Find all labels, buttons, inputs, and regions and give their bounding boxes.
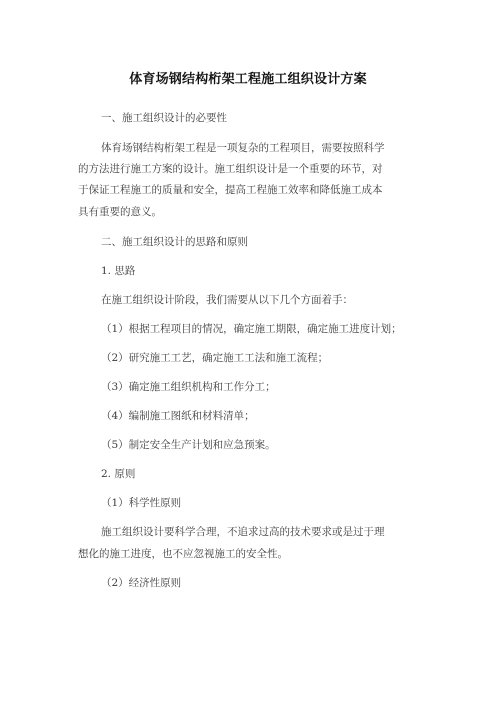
paragraph-line: 想化的施工进度，也不应忽视施工的安全性。 bbox=[78, 548, 288, 560]
paragraph-line: 具有重要的意义。 bbox=[78, 206, 162, 218]
list-item: （2）研究施工工艺，确定施工工法和施工流程； bbox=[101, 352, 329, 364]
list-item: （3）确定施工组织机构和工作分工； bbox=[101, 381, 276, 393]
principle-heading: （2）经济性原则 bbox=[101, 577, 182, 589]
paragraph-line: 于保证工程施工的质量和安全，提高工程施工效率和降低施工成本 bbox=[78, 184, 383, 196]
section-heading-1: 一、施工组织设计的必要性 bbox=[101, 112, 227, 124]
principle-heading: （1）科学性原则 bbox=[101, 497, 182, 509]
subheading-principles: 2. 原则 bbox=[101, 468, 136, 480]
list-item: （4）编制施工图纸和材料清单； bbox=[101, 410, 255, 422]
paragraph-line: 的方法进行施工方案的设计。施工组织设计是一个重要的环节，对 bbox=[78, 163, 383, 175]
list-item: （1）根据工程项目的情况，确定施工期限，确定施工进度计划； bbox=[101, 323, 402, 335]
list-item: （5）制定安全生产计划和应急预案。 bbox=[101, 439, 276, 451]
paragraph-line: 体育场钢结构桁架工程是一项复杂的工程项目，需要按照科学 bbox=[101, 142, 385, 154]
paragraph-line: 在施工组织设计阶段，我们需要从以下几个方面着手： bbox=[101, 294, 353, 306]
subheading-thinking: 1. 思路 bbox=[101, 265, 136, 277]
paragraph-line: 施工组织设计要科学合理，不追求过高的技术要求或是过于理 bbox=[101, 526, 385, 538]
document-title: 体育场钢结构桁架工程施工组织设计方案 bbox=[129, 72, 367, 87]
section-heading-2: 二、施工组织设计的思路和原则 bbox=[101, 236, 248, 248]
